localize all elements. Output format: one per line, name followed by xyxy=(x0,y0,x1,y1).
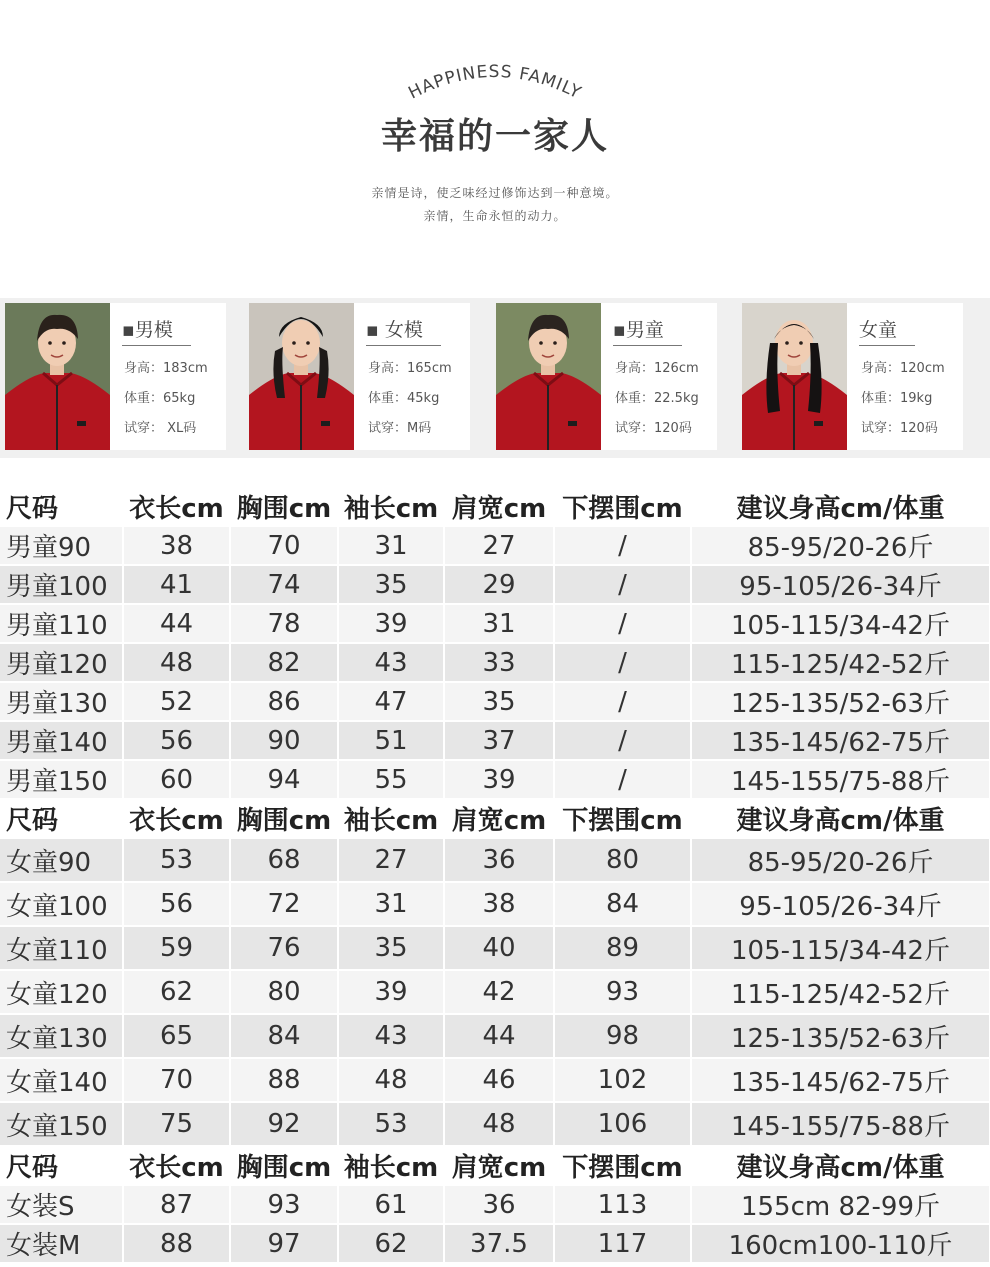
column-header: 建议身高cm/体重 xyxy=(691,488,990,526)
model-weight: 体重：19kg xyxy=(861,391,933,406)
table-cell: 37.5 xyxy=(444,1224,554,1263)
table-cell: 62 xyxy=(338,1224,444,1263)
model-height: 身高：183cm xyxy=(124,361,208,376)
table-cell: 39 xyxy=(338,604,444,643)
table-cell: 31 xyxy=(338,526,444,565)
table-cell: 女童130 xyxy=(0,1014,123,1058)
table-cell: / xyxy=(554,760,691,799)
page-title: 幸福的一家人 xyxy=(380,116,609,157)
column-header: 袖长cm xyxy=(338,799,444,838)
model-title: 女童 xyxy=(859,315,915,346)
table-cell: 106 xyxy=(554,1102,691,1146)
table-cell: 27 xyxy=(444,526,554,565)
table-cell: 60 xyxy=(123,760,230,799)
column-header: 袖长cm xyxy=(338,1146,444,1185)
table-row xyxy=(0,970,990,1014)
table-cell: 135-145/62-75斤 xyxy=(691,1058,990,1102)
column-header: 胸围cm xyxy=(230,799,338,838)
table-cell: 43 xyxy=(338,643,444,682)
column-header: 衣长cm xyxy=(123,799,230,838)
table-row xyxy=(0,1014,990,1058)
model-info xyxy=(847,303,963,450)
table-row xyxy=(0,721,990,760)
table-cell: 56 xyxy=(123,882,230,926)
table-cell: 42 xyxy=(444,970,554,1014)
table-cell: 55 xyxy=(338,760,444,799)
table-row xyxy=(0,882,990,926)
table-row xyxy=(0,1185,990,1224)
model-photo-illustration xyxy=(496,303,601,450)
subtitle-line-1: 亲情是诗，使乏味经过修饰达到一种意境。 xyxy=(371,186,619,200)
table-cell: 84 xyxy=(554,882,691,926)
table-cell: 女装S xyxy=(0,1185,123,1224)
model-title: ▪男童 xyxy=(613,315,682,346)
table-cell: 105-115/34-42斤 xyxy=(691,926,990,970)
table-cell: 102 xyxy=(554,1058,691,1102)
table-cell: 男童90 xyxy=(0,526,123,565)
model-photo xyxy=(496,303,601,450)
table-cell: 70 xyxy=(123,1058,230,1102)
table-cell: 88 xyxy=(123,1224,230,1263)
table-cell: 80 xyxy=(554,838,691,882)
table-cell: 145-155/75-88斤 xyxy=(691,760,990,799)
table-cell: 女童140 xyxy=(0,1058,123,1102)
table-cell: 117 xyxy=(554,1224,691,1263)
table-cell: 31 xyxy=(444,604,554,643)
svg-text:HAPPINESS FAMILY xyxy=(405,62,584,104)
model-fit: 试穿：120码 xyxy=(861,421,938,436)
table-cell: 85-95/20-26斤 xyxy=(691,838,990,882)
model-card-adult-male xyxy=(5,303,225,450)
table-cell: 145-155/75-88斤 xyxy=(691,1102,990,1146)
model-photo xyxy=(249,303,354,450)
model-photo xyxy=(5,303,110,450)
table-row xyxy=(0,1224,990,1263)
table-cell: 男童130 xyxy=(0,682,123,721)
table-cell: 155cm 82-99斤 xyxy=(691,1185,990,1224)
table-cell: 女童110 xyxy=(0,926,123,970)
table-cell: 男童100 xyxy=(0,565,123,604)
table-row xyxy=(0,604,990,643)
model-strip xyxy=(0,298,990,458)
table-cell: 160cm100-110斤 xyxy=(691,1224,990,1263)
column-header: 建议身高cm/体重 xyxy=(691,1146,990,1185)
table-cell: 94 xyxy=(230,760,338,799)
table-cell: 33 xyxy=(444,643,554,682)
table-cell: 男童140 xyxy=(0,721,123,760)
column-header: 胸围cm xyxy=(230,488,338,526)
table-cell: 74 xyxy=(230,565,338,604)
table-cell: 72 xyxy=(230,882,338,926)
table-row xyxy=(0,1058,990,1102)
column-header: 袖长cm xyxy=(338,488,444,526)
model-card-boy xyxy=(496,303,716,450)
table-cell: 37 xyxy=(444,721,554,760)
table-cell: 88 xyxy=(230,1058,338,1102)
table-cell: 44 xyxy=(123,604,230,643)
table-cell: 47 xyxy=(338,682,444,721)
table-cell: 68 xyxy=(230,838,338,882)
table-cell: 56 xyxy=(123,721,230,760)
table-cell: 95-105/26-34斤 xyxy=(691,565,990,604)
table-cell: 男童150 xyxy=(0,760,123,799)
table-cell: 62 xyxy=(123,970,230,1014)
table-cell: 61 xyxy=(338,1185,444,1224)
table-header-row xyxy=(0,799,990,838)
table-cell: 53 xyxy=(338,1102,444,1146)
table-cell: 女童120 xyxy=(0,970,123,1014)
table-cell: 76 xyxy=(230,926,338,970)
table-row xyxy=(0,682,990,721)
table-cell: 125-135/52-63斤 xyxy=(691,682,990,721)
model-info xyxy=(601,303,717,450)
arc-subtitle-text: HAPPINESS FAMILY xyxy=(405,61,585,104)
table-row xyxy=(0,1102,990,1146)
table-cell: 80 xyxy=(230,970,338,1014)
size-chart-table xyxy=(0,488,990,1264)
table-cell: 35 xyxy=(338,565,444,604)
table-cell: / xyxy=(554,565,691,604)
table-row xyxy=(0,643,990,682)
table-cell: 90 xyxy=(230,721,338,760)
table-cell: 113 xyxy=(554,1185,691,1224)
table-cell: 98 xyxy=(554,1014,691,1058)
table-cell: 35 xyxy=(444,682,554,721)
model-height: 身高：120cm xyxy=(861,361,945,376)
column-header: 下摆围cm xyxy=(554,1146,691,1185)
model-height: 身高：165cm xyxy=(368,361,452,376)
model-weight: 体重：65kg xyxy=(124,391,196,406)
table-cell: 65 xyxy=(123,1014,230,1058)
table-cell: 52 xyxy=(123,682,230,721)
table-cell: 38 xyxy=(123,526,230,565)
table-cell: 女装M xyxy=(0,1224,123,1263)
model-title: ▪男模 xyxy=(122,315,191,346)
table-cell: / xyxy=(554,526,691,565)
table-cell: 84 xyxy=(230,1014,338,1058)
table-cell: 75 xyxy=(123,1102,230,1146)
table-cell: 男童120 xyxy=(0,643,123,682)
column-header: 下摆围cm xyxy=(554,799,691,838)
table-header-row xyxy=(0,1146,990,1185)
model-height: 身高：126cm xyxy=(615,361,699,376)
table-row xyxy=(0,526,990,565)
column-header: 肩宽cm xyxy=(444,799,554,838)
model-fit: 试穿： XL码 xyxy=(124,421,197,436)
table-header-row xyxy=(0,488,990,526)
table-cell: 82 xyxy=(230,643,338,682)
table-cell: 89 xyxy=(554,926,691,970)
table-cell: 39 xyxy=(338,970,444,1014)
column-header: 衣长cm xyxy=(123,1146,230,1185)
column-header: 建议身高cm/体重 xyxy=(691,799,990,838)
model-fit: 试穿：M码 xyxy=(368,421,432,436)
table-cell: 43 xyxy=(338,1014,444,1058)
table-cell: 93 xyxy=(230,1185,338,1224)
column-header: 尺码 xyxy=(0,1146,123,1185)
table-cell: 48 xyxy=(444,1102,554,1146)
table-cell: 135-145/62-75斤 xyxy=(691,721,990,760)
table-cell: 36 xyxy=(444,1185,554,1224)
table-row xyxy=(0,565,990,604)
column-header: 肩宽cm xyxy=(444,488,554,526)
table-cell: 39 xyxy=(444,760,554,799)
table-cell: / xyxy=(554,682,691,721)
table-cell: 男童110 xyxy=(0,604,123,643)
table-cell: 87 xyxy=(123,1185,230,1224)
table-cell: 95-105/26-34斤 xyxy=(691,882,990,926)
table-cell: 78 xyxy=(230,604,338,643)
model-photo-illustration xyxy=(5,303,110,450)
model-card-adult-female xyxy=(249,303,469,450)
subtitle-line-2: 亲情，生命永恒的动力。 xyxy=(423,209,567,223)
model-title: ▪ 女模 xyxy=(366,315,441,346)
table-cell: / xyxy=(554,721,691,760)
table-cell: 51 xyxy=(338,721,444,760)
table-cell: 46 xyxy=(444,1058,554,1102)
table-cell: 41 xyxy=(123,565,230,604)
table-cell: 31 xyxy=(338,882,444,926)
table-cell: 44 xyxy=(444,1014,554,1058)
table-row xyxy=(0,760,990,799)
model-info xyxy=(354,303,470,450)
model-photo xyxy=(742,303,847,450)
model-info xyxy=(110,303,226,450)
table-cell: 115-125/42-52斤 xyxy=(691,643,990,682)
table-cell: 女童90 xyxy=(0,838,123,882)
table-cell: 59 xyxy=(123,926,230,970)
table-cell: 125-135/52-63斤 xyxy=(691,1014,990,1058)
table-cell: 86 xyxy=(230,682,338,721)
table-cell: / xyxy=(554,643,691,682)
table-cell: 36 xyxy=(444,838,554,882)
column-header: 衣长cm xyxy=(123,488,230,526)
table-cell: 27 xyxy=(338,838,444,882)
table-cell: 105-115/34-42斤 xyxy=(691,604,990,643)
table-cell: 48 xyxy=(123,643,230,682)
table-cell: 97 xyxy=(230,1224,338,1263)
model-weight: 体重：45kg xyxy=(368,391,440,406)
table-cell: 93 xyxy=(554,970,691,1014)
table-cell: 女童100 xyxy=(0,882,123,926)
table-cell: 38 xyxy=(444,882,554,926)
table-cell: 92 xyxy=(230,1102,338,1146)
model-fit: 试穿：120码 xyxy=(615,421,692,436)
column-header: 胸围cm xyxy=(230,1146,338,1185)
table-row xyxy=(0,838,990,882)
table-cell: 115-125/42-52斤 xyxy=(691,970,990,1014)
table-cell: 70 xyxy=(230,526,338,565)
table-cell: 85-95/20-26斤 xyxy=(691,526,990,565)
column-header: 肩宽cm xyxy=(444,1146,554,1185)
table-row xyxy=(0,926,990,970)
model-photo-illustration xyxy=(249,303,354,450)
table-cell: 53 xyxy=(123,838,230,882)
column-header: 尺码 xyxy=(0,799,123,838)
column-header: 下摆围cm xyxy=(554,488,691,526)
model-card-girl xyxy=(742,303,962,450)
table-cell: 48 xyxy=(338,1058,444,1102)
model-weight: 体重：22.5kg xyxy=(615,391,699,406)
table-cell: 40 xyxy=(444,926,554,970)
table-cell: 女童150 xyxy=(0,1102,123,1146)
table-cell: 29 xyxy=(444,565,554,604)
model-photo-illustration xyxy=(742,303,847,450)
table-cell: 35 xyxy=(338,926,444,970)
column-header: 尺码 xyxy=(0,488,123,526)
table-cell: / xyxy=(554,604,691,643)
